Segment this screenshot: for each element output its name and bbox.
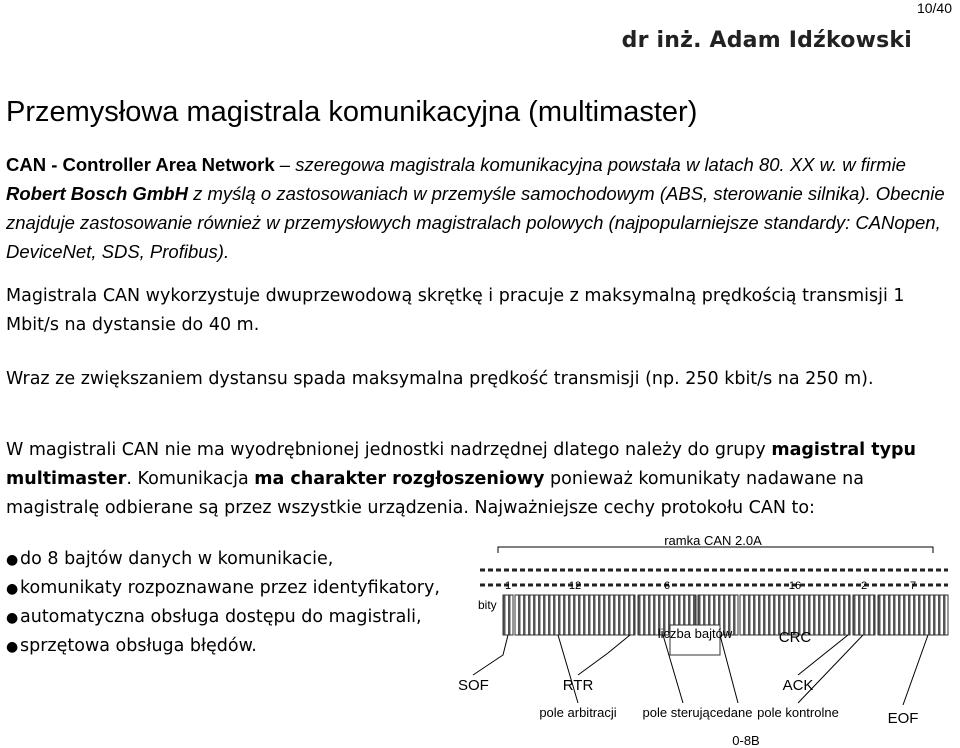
control-label: pole sterujące	[642, 705, 724, 720]
arbitration-label: pole arbitracji	[539, 705, 617, 720]
control-field-label: pole kontrolne	[757, 705, 839, 720]
intro-text-1: – szeregowa magistrala komunikacyjna powstała w latach 80. XX w. w firmie	[274, 154, 906, 175]
intro-paragraph	[6, 150, 956, 266]
twisted-pair-paragraph: Magistrala CAN wykorzystuje dwuprzewodową skrętkę i pracuje z maksymalną prędkością transmisji 1 Mbit/s na dystansie do 40 m.	[6, 286, 905, 335]
can-frame-diagram	[458, 525, 958, 748]
rtr-label: RTR	[562, 677, 594, 694]
features-list	[6, 545, 440, 661]
bullet-icon: ●	[6, 610, 19, 626]
bit-count-arbitration: 12	[568, 580, 582, 592]
frame-label: ramka CAN 2.0A	[664, 533, 762, 548]
eof-label: EOF	[887, 710, 919, 727]
multimaster-text-3: ponieważ komunikaty nadawane na magistralę odbierane są przez wszystkie urządzenia. Najważniejsze cechy protokołu CAN to:	[6, 469, 864, 518]
multimaster-text-1: W magistrali CAN nie ma wyodrębnionej jednostki nadrzędnej dlatego należy do grupy	[6, 440, 772, 460]
bit-count-sof: 1	[504, 580, 512, 592]
bullet-icon: ●	[6, 581, 19, 597]
ack-box	[853, 595, 875, 635]
bits-label: bity	[478, 598, 497, 612]
data-size-label: 0-8B	[732, 733, 760, 748]
crc-label: CRC	[778, 629, 812, 646]
data-count-label: liczba bajtów	[657, 626, 733, 641]
bullet-icon: ●	[6, 639, 19, 655]
list-item: ● komunikaty rozpoznawane przez identyfikatory,	[6, 574, 440, 603]
ack-label: ACK	[782, 677, 814, 694]
multimaster-text-2: . Komunikacja	[126, 469, 255, 489]
bit-count-control: 6	[663, 580, 671, 592]
broadcast-term: ma charakter rozgłoszeniowy	[254, 469, 545, 489]
list-item: ● automatyczna obsługa dostępu do magistrali,	[6, 603, 440, 632]
data-label: dane	[723, 705, 753, 720]
eof-box	[878, 595, 948, 635]
page-number: 10/40	[916, 0, 952, 16]
multimaster-term: magistral typu multimaster	[6, 440, 916, 489]
bosch-name: Robert Bosch GmbH	[6, 183, 188, 204]
bit-count-crc: 16	[788, 580, 802, 592]
page-title: Przemysłowa magistrala komunikacyjna (multimaster)	[6, 96, 698, 128]
arbitration-box	[515, 595, 635, 635]
can-definition-term: CAN - Controller Area Network	[6, 154, 275, 175]
list-item: ● do 8 bajtów danych w komunikacie,	[6, 545, 440, 574]
list-item: ● sprzętowa obsługa błędów.	[6, 632, 440, 661]
bit-count-eof: 7	[909, 580, 917, 592]
author-name: dr inż. Adam Idźkowski	[621, 28, 912, 53]
sof-label: SOF	[458, 677, 489, 694]
bullet-icon: ●	[6, 552, 19, 568]
bit-timeline	[480, 570, 948, 585]
distance-paragraph: Wraz ze zwiększaniem dystansu spada maksymalna prędkość transmisji (np. 250 kbit/s na 250 m).	[6, 369, 874, 389]
intro-text-2: z myślą o zastosowaniach w przemyśle samochodowym (ABS, sterowanie silnika). Obecnie znajduje zastosowanie również w przemysłowych magistralach polowych (najpopularniejsze standardy: CANopen, DeviceNet, SDS, Profibus).	[6, 183, 945, 262]
multimaster-paragraph	[6, 436, 956, 523]
bit-count-ack: 2	[860, 580, 868, 592]
sof-bit-box	[503, 595, 513, 635]
